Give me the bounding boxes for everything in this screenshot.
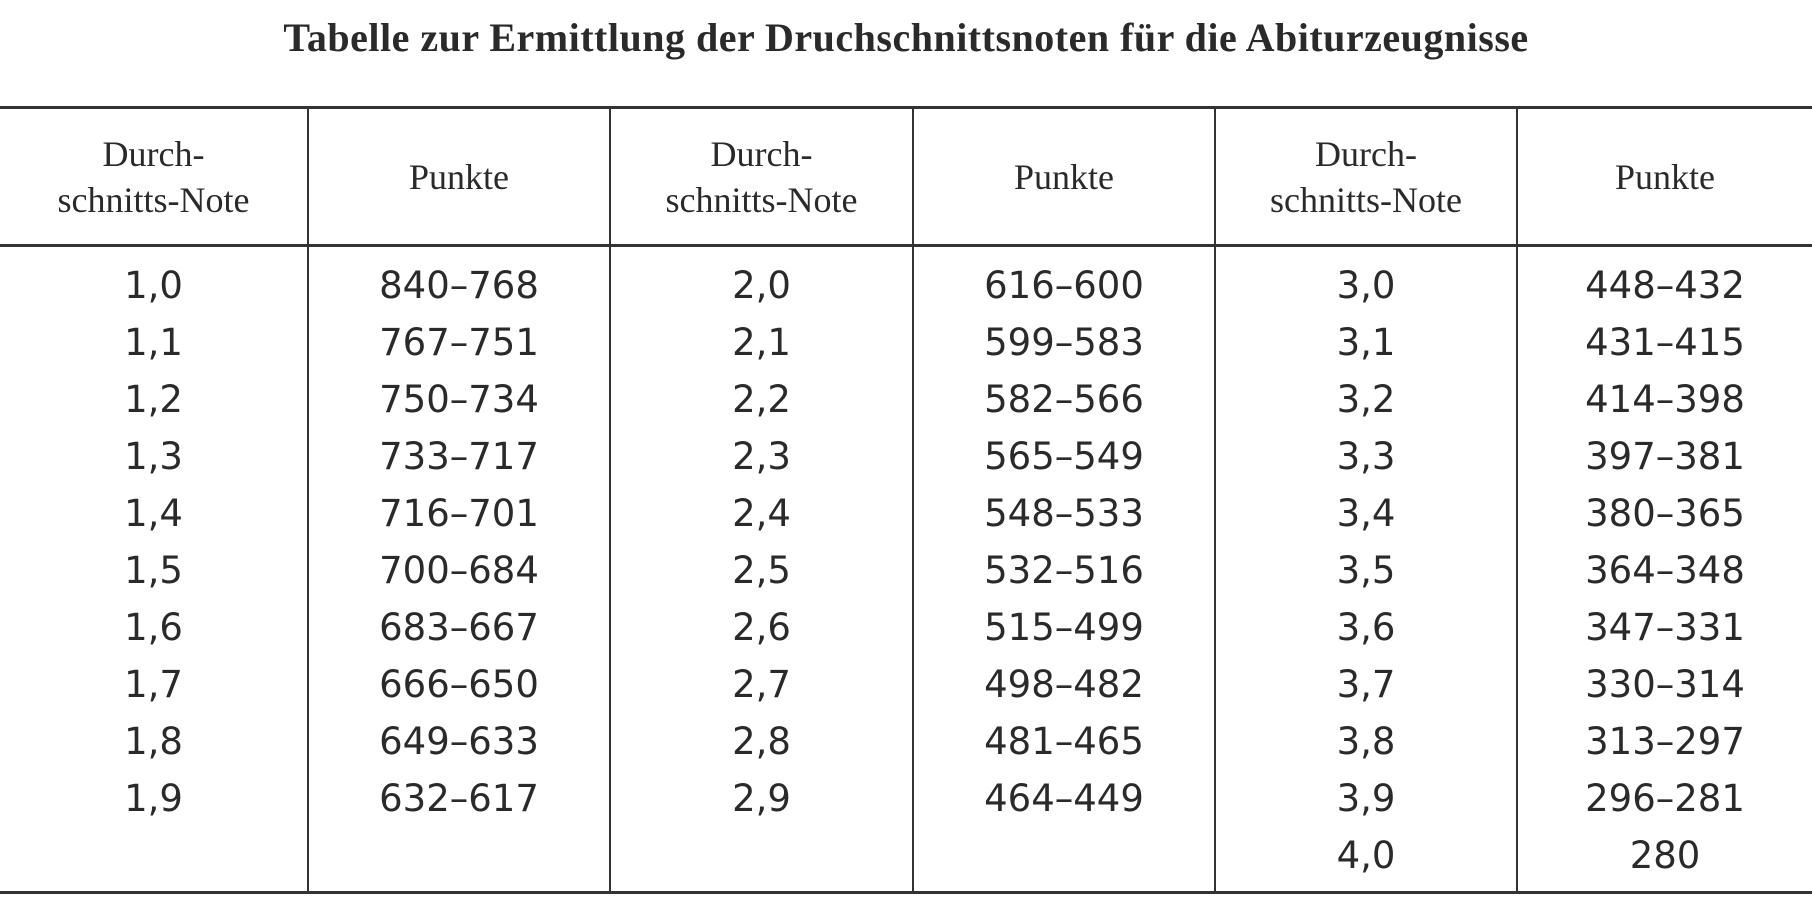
- grade-cell: 3,3: [1215, 428, 1517, 485]
- grade-cell: 1,2: [124, 378, 183, 421]
- header-line: Durch-: [1315, 133, 1417, 174]
- grade-cell: 2,3: [610, 428, 913, 485]
- grade-cell: 1,4: [124, 492, 183, 535]
- points-cell: 632–617: [308, 770, 610, 827]
- points-cell: 767–751: [308, 314, 610, 371]
- points-cell: 565–549: [913, 428, 1215, 485]
- grade-cell: 1,8: [124, 720, 183, 763]
- header-average-grade: [610, 108, 913, 246]
- header-line: schnitts-Note: [1270, 179, 1462, 220]
- points-cell: 515–499: [913, 599, 1215, 656]
- header-points: [308, 108, 610, 246]
- grade-cell: 3,1: [1215, 314, 1517, 371]
- grade-cell: 1,6: [124, 606, 183, 649]
- points-cell: 750–734: [308, 371, 610, 428]
- points-cell: 414–398: [1517, 371, 1812, 428]
- points-cell: 380–365: [1517, 485, 1812, 542]
- points-cell: [308, 827, 610, 893]
- header-points: [1517, 108, 1812, 246]
- header-average-grade: [1215, 108, 1517, 246]
- grade-cell: 1,9: [124, 777, 183, 820]
- grade-cell: 1,0: [124, 264, 183, 307]
- grade-cell: 2,6: [610, 599, 913, 656]
- grade-cell: 3,9: [1215, 770, 1517, 827]
- header-line: Punkte: [1614, 156, 1715, 197]
- grade-cell: 2,0: [610, 246, 913, 315]
- grade-cell: 2,4: [610, 485, 913, 542]
- points-cell: 616–600: [913, 246, 1215, 315]
- table-row: [0, 713, 1812, 770]
- table-body: [0, 246, 1812, 893]
- points-cell: 280: [1517, 827, 1812, 893]
- grade-cell: 3,8: [1215, 713, 1517, 770]
- table-row: [0, 656, 1812, 713]
- points-cell: 498–482: [913, 656, 1215, 713]
- points-cell: 481–465: [913, 713, 1215, 770]
- points-cell: 700–684: [308, 542, 610, 599]
- header-line: schnitts-Note: [57, 179, 250, 220]
- points-cell: 296–281: [1517, 770, 1812, 827]
- grade-cell: 2,7: [610, 656, 913, 713]
- header-line: schnitts-Note: [665, 179, 858, 220]
- points-cell: 431–415: [1517, 314, 1812, 371]
- grade-cell: 3,7: [1215, 656, 1517, 713]
- table-row: [0, 428, 1812, 485]
- grade-cell: 2,8: [610, 713, 913, 770]
- table-row: [0, 599, 1812, 656]
- points-cell: 716–701: [308, 485, 610, 542]
- points-cell: 582–566: [913, 371, 1215, 428]
- grade-cell: 1,5: [124, 549, 183, 592]
- points-cell: 599–583: [913, 314, 1215, 371]
- table-row: [0, 314, 1812, 371]
- table-row: [0, 827, 1812, 893]
- points-cell: 733–717: [308, 428, 610, 485]
- grade-cell: [0, 827, 308, 893]
- points-cell: [913, 827, 1215, 893]
- grade-cell: 3,2: [1215, 371, 1517, 428]
- points-cell: 448–432: [1517, 246, 1812, 315]
- grade-cell: 3,5: [1215, 542, 1517, 599]
- points-cell: 666–650: [308, 656, 610, 713]
- grade-cell: 1,3: [124, 435, 183, 478]
- table-row: [0, 246, 1812, 315]
- grade-cell: 3,4: [1215, 485, 1517, 542]
- table-row: [0, 485, 1812, 542]
- points-cell: 532–516: [913, 542, 1215, 599]
- table-row: [0, 542, 1812, 599]
- grade-cell: 3,0: [1215, 246, 1517, 315]
- points-cell: 464–449: [913, 770, 1215, 827]
- points-cell: 397–381: [1517, 428, 1812, 485]
- points-cell: 313–297: [1517, 713, 1812, 770]
- points-cell: 840–768: [308, 246, 610, 315]
- grade-cell: 1,7: [124, 663, 183, 706]
- grade-cell: 2,5: [610, 542, 913, 599]
- grade-cell: 4,0: [1215, 827, 1517, 893]
- grade-cell: [610, 827, 913, 893]
- header-row: [0, 108, 1812, 246]
- points-cell: 330–314: [1517, 656, 1812, 713]
- grade-table: [0, 106, 1812, 894]
- points-cell: 364–348: [1517, 542, 1812, 599]
- grade-cell: 2,9: [610, 770, 913, 827]
- header-line: Durch-: [102, 133, 205, 174]
- points-cell: 649–633: [308, 713, 610, 770]
- header-line: Durch-: [710, 133, 813, 174]
- points-cell: 347–331: [1517, 599, 1812, 656]
- header-line: Punkte: [1013, 156, 1114, 197]
- points-cell: 683–667: [308, 599, 610, 656]
- table-row: [0, 770, 1812, 827]
- grade-cell: 2,2: [610, 371, 913, 428]
- header-points: [913, 108, 1215, 246]
- points-cell: 548–533: [913, 485, 1215, 542]
- grade-cell: 1,1: [124, 321, 183, 364]
- page-title: Tabelle zur Ermittlung der Druchschnittsnoten für die Abiturzeugnisse: [283, 15, 1529, 60]
- table-row: [0, 371, 1812, 428]
- grade-cell: 3,6: [1215, 599, 1517, 656]
- grade-cell: 2,1: [610, 314, 913, 371]
- header-line: Punkte: [408, 156, 509, 197]
- header-average-grade: [0, 108, 308, 246]
